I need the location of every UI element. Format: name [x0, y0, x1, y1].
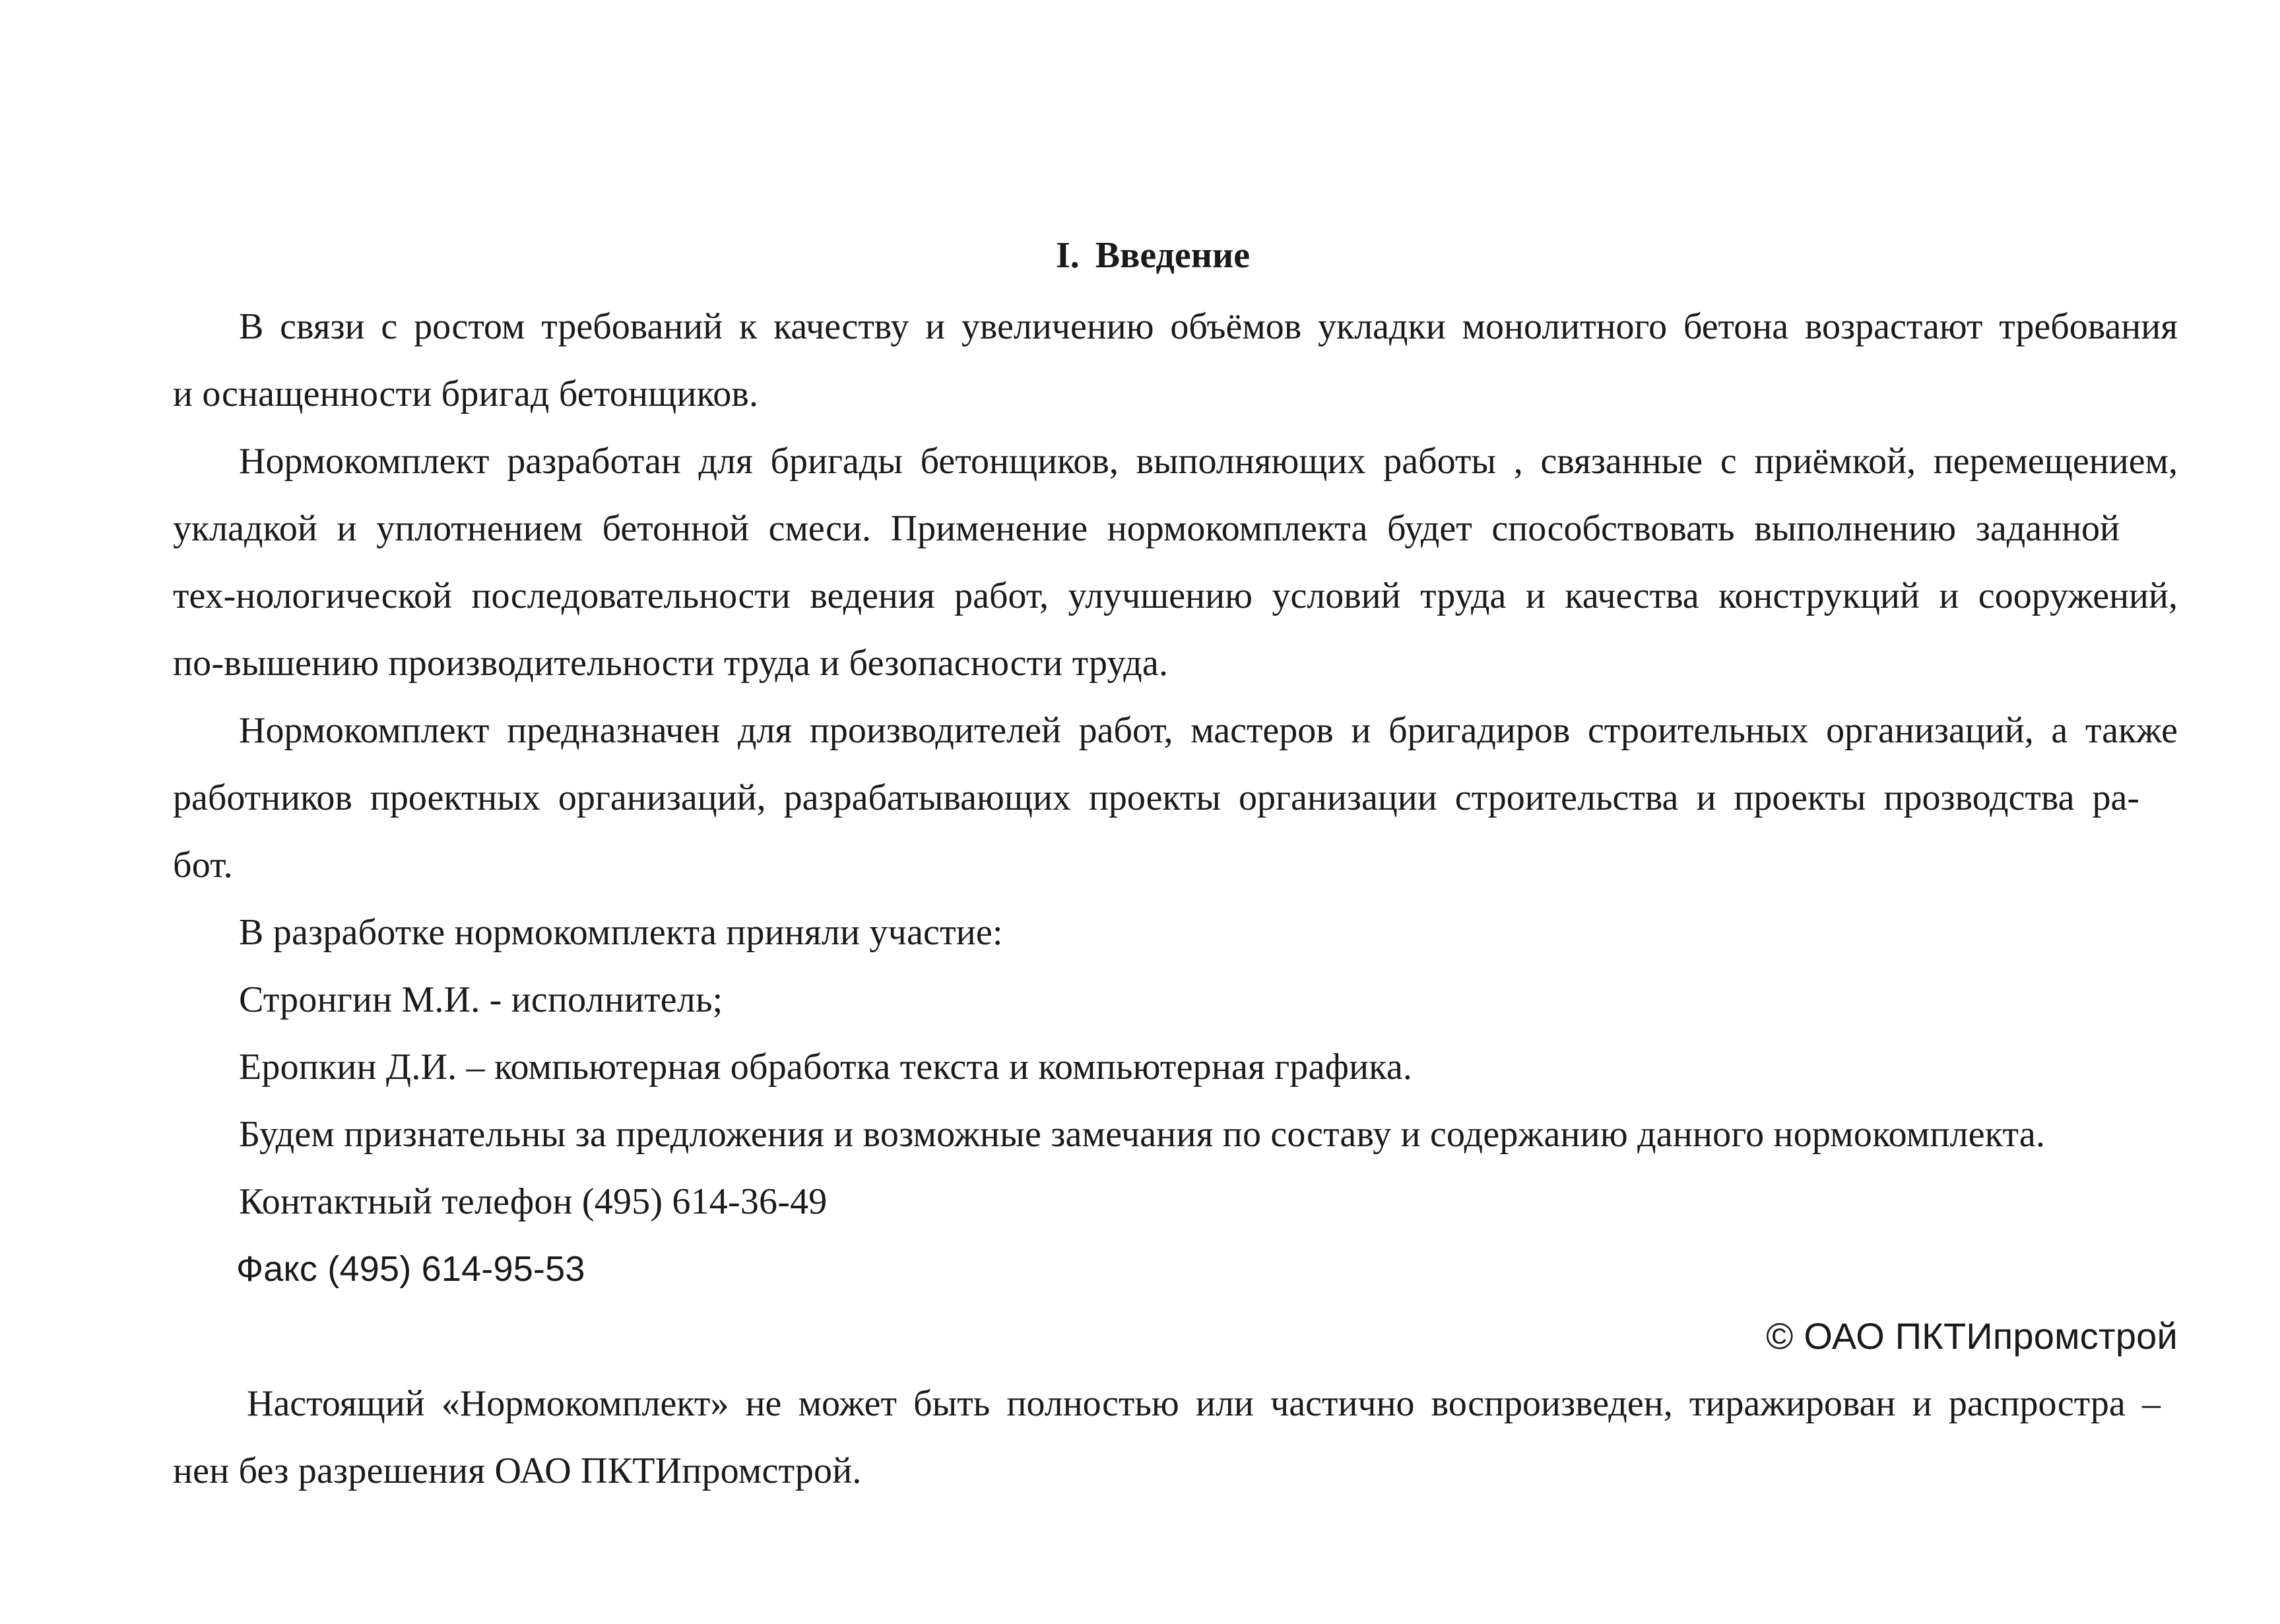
- paragraph-1-line-1: В связи с ростом требований к качеству и увеличению объёмов укладки монолитного бетона возрастают требования: [239, 306, 2178, 347]
- paragraph-2-line-1: Нормокомплект разработан для бригады бетонщиков, выполняющих работы , связанные с приёмкой, перемещением,: [239, 441, 2178, 482]
- paragraph-3-line-3: бот.: [173, 845, 233, 886]
- notice-line-1: Настоящий «Нормокомплект» не может быть полностью или частично воспроизведен, тиражирован и распростра –: [247, 1383, 2161, 1424]
- credits-person-1: Стронгин М.И. - исполнитель;: [239, 979, 723, 1020]
- paragraph-3-line-1: Нормокомплект предназначен для производителей работ, мастеров и бригадиров строительных организаций, а также: [239, 710, 2178, 751]
- paragraph-2-line-4: по-вышению производительности труда и безопасности труда.: [173, 643, 1169, 684]
- notice-line-2: нен без разрешения ОАО ПКТИпромстрой.: [173, 1450, 862, 1491]
- paragraph-2-line-3: тех-нологической последовательности ведения работ, улучшению условий труда и качества конструкций и сооружений,: [173, 575, 2178, 616]
- contact-phone: Контактный телефон (495) 614-36-49: [239, 1181, 828, 1222]
- contact-fax: Факс (495) 614-95-53: [236, 1249, 585, 1289]
- copyright-notice: © ОАО ПКТИпромстрой: [1766, 1315, 2178, 1357]
- feedback-text: Будем признательны за предложения и возможные замечания по составу и содержанию данного нормокомплекта.: [239, 1114, 2046, 1155]
- section-heading: [1056, 232, 1250, 278]
- section-title: Введение: [1095, 235, 1251, 276]
- paragraph-1-line-2: и оснащенности бригад бетонщиков.: [173, 374, 759, 414]
- paragraph-2-line-2: укладкой и уплотнением бетонной смеси. Применение нормокомплекта будет способствовать выполнению заданной: [173, 508, 2120, 549]
- credits-person-2: Еропкин Д.И. – компьютерная обработка текста и компьютерная графика.: [239, 1047, 1413, 1088]
- section-number: I.: [1056, 235, 1080, 276]
- paragraph-3-line-2: работников проектных организаций, разрабатывающих проекты организации строительства и проекты прозводства ра-: [173, 777, 2139, 818]
- credits-intro: В разработке нормокомплекта приняли участие:: [239, 912, 1003, 953]
